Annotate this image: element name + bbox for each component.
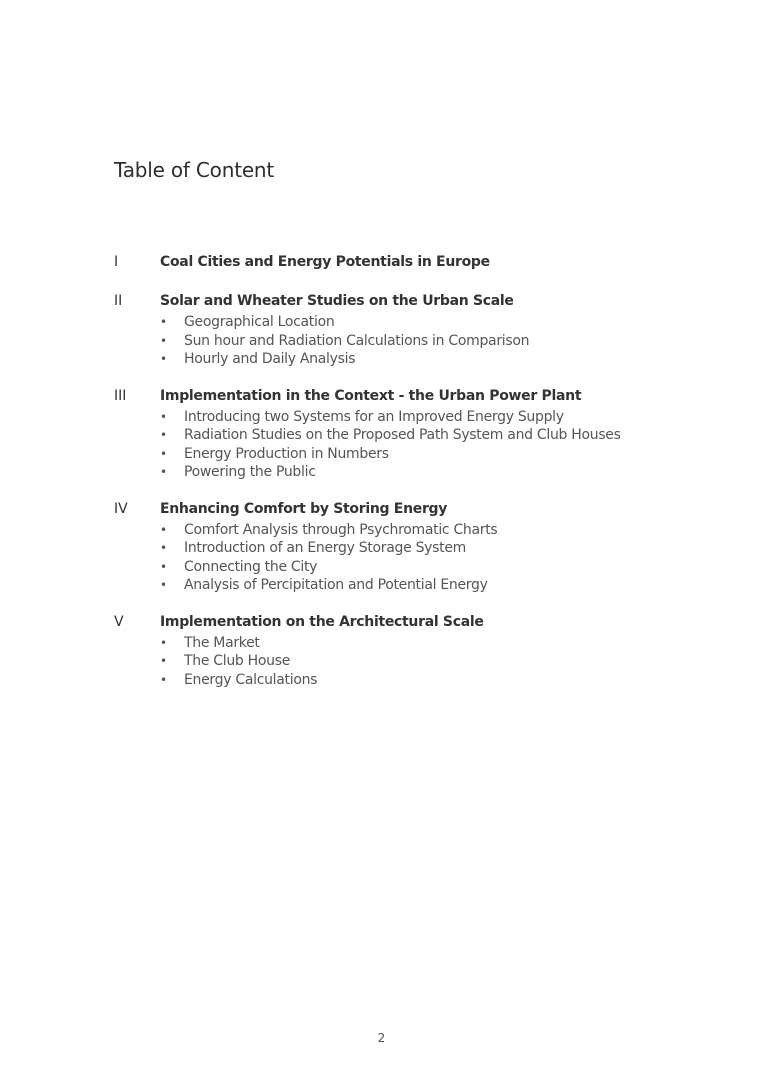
list-item [160, 653, 714, 672]
section-label: Comfort Analysis through Psychromatic Charts [184, 521, 498, 538]
chapter-title: Solar and Wheater Studies on the Urban Scale [160, 293, 514, 309]
chapter-title: Coal Cities and Energy Potentials in Europe [160, 254, 490, 270]
bullet-icon: • [160, 635, 167, 650]
bullet-icon: • [160, 522, 167, 537]
section-label: Energy Production in Numbers [184, 445, 389, 462]
list-item [160, 540, 714, 559]
section-label: Analysis of Percipitation and Potential Energy [184, 577, 488, 593]
list-item [160, 672, 714, 691]
chapter-numeral: V [114, 613, 124, 630]
section-label: Radiation Studies on the Proposed Path System and Club Houses [184, 427, 621, 443]
bullet-icon: • [160, 672, 167, 687]
bullet-icon: • [160, 559, 167, 574]
chapter-numeral: II [114, 293, 123, 309]
chapter-numeral: I [114, 254, 119, 270]
bullet-icon: • [160, 428, 167, 442]
section-label: Energy Calculations [184, 671, 318, 688]
bullet-icon: • [160, 409, 167, 424]
section-label: Introduction of an Energy Storage System [184, 540, 466, 556]
bullet-icon: • [160, 446, 167, 461]
section-label: Geographical Location [184, 314, 335, 330]
toc-chapter-1 [114, 254, 714, 275]
section-label: The Market [184, 634, 260, 651]
toc-chapter-4 [114, 501, 714, 596]
bullet-icon: • [160, 541, 167, 555]
section-list [114, 522, 714, 596]
chapter-heading [114, 293, 714, 314]
list-item [160, 427, 714, 446]
bullet-icon: • [160, 352, 167, 366]
list-item [160, 635, 714, 654]
chapter-numeral: III [114, 387, 127, 404]
section-label: The Club House [184, 653, 291, 669]
list-item [160, 409, 714, 428]
list-item [160, 446, 714, 465]
list-item [160, 522, 714, 541]
section-list [114, 635, 714, 691]
section-list [114, 409, 714, 483]
bullet-icon: • [160, 333, 167, 348]
chapter-title: Implementation on the Architectural Scale [160, 613, 484, 630]
bullet-icon: • [160, 315, 167, 329]
toc-chapter-5 [114, 614, 714, 691]
chapter-heading [114, 614, 714, 635]
list-item [160, 577, 714, 596]
chapter-title: Enhancing Comfort by Storing Energy [160, 500, 448, 517]
chapter-heading [114, 501, 714, 522]
list-item [160, 559, 714, 578]
page-number: 2 [377, 1031, 386, 1045]
section-label: Introducing two Systems for an Improved Energy Supply [184, 408, 564, 425]
section-label: Connecting the City [184, 558, 318, 575]
section-label: Sun hour and Radiation Calculations in Comparison [184, 332, 530, 349]
chapter-numeral: IV [114, 500, 128, 517]
section-label: Powering the Public [184, 464, 316, 480]
section-list [114, 314, 714, 370]
section-label: Hourly and Daily Analysis [184, 351, 356, 367]
list-item [160, 351, 714, 370]
toc-chapter-3 [114, 388, 714, 483]
bullet-icon: • [160, 578, 167, 592]
list-item [160, 464, 714, 483]
table-of-contents [114, 254, 714, 708]
list-item [160, 314, 714, 333]
chapter-title: Implementation in the Context - the Urban Power Plant [160, 387, 582, 404]
list-item [160, 333, 714, 352]
chapter-heading [114, 388, 714, 409]
toc-chapter-2 [114, 293, 714, 370]
bullet-icon: • [160, 465, 167, 479]
chapter-heading [114, 254, 714, 275]
page-title: Table of Content [114, 158, 275, 182]
bullet-icon: • [160, 654, 167, 668]
